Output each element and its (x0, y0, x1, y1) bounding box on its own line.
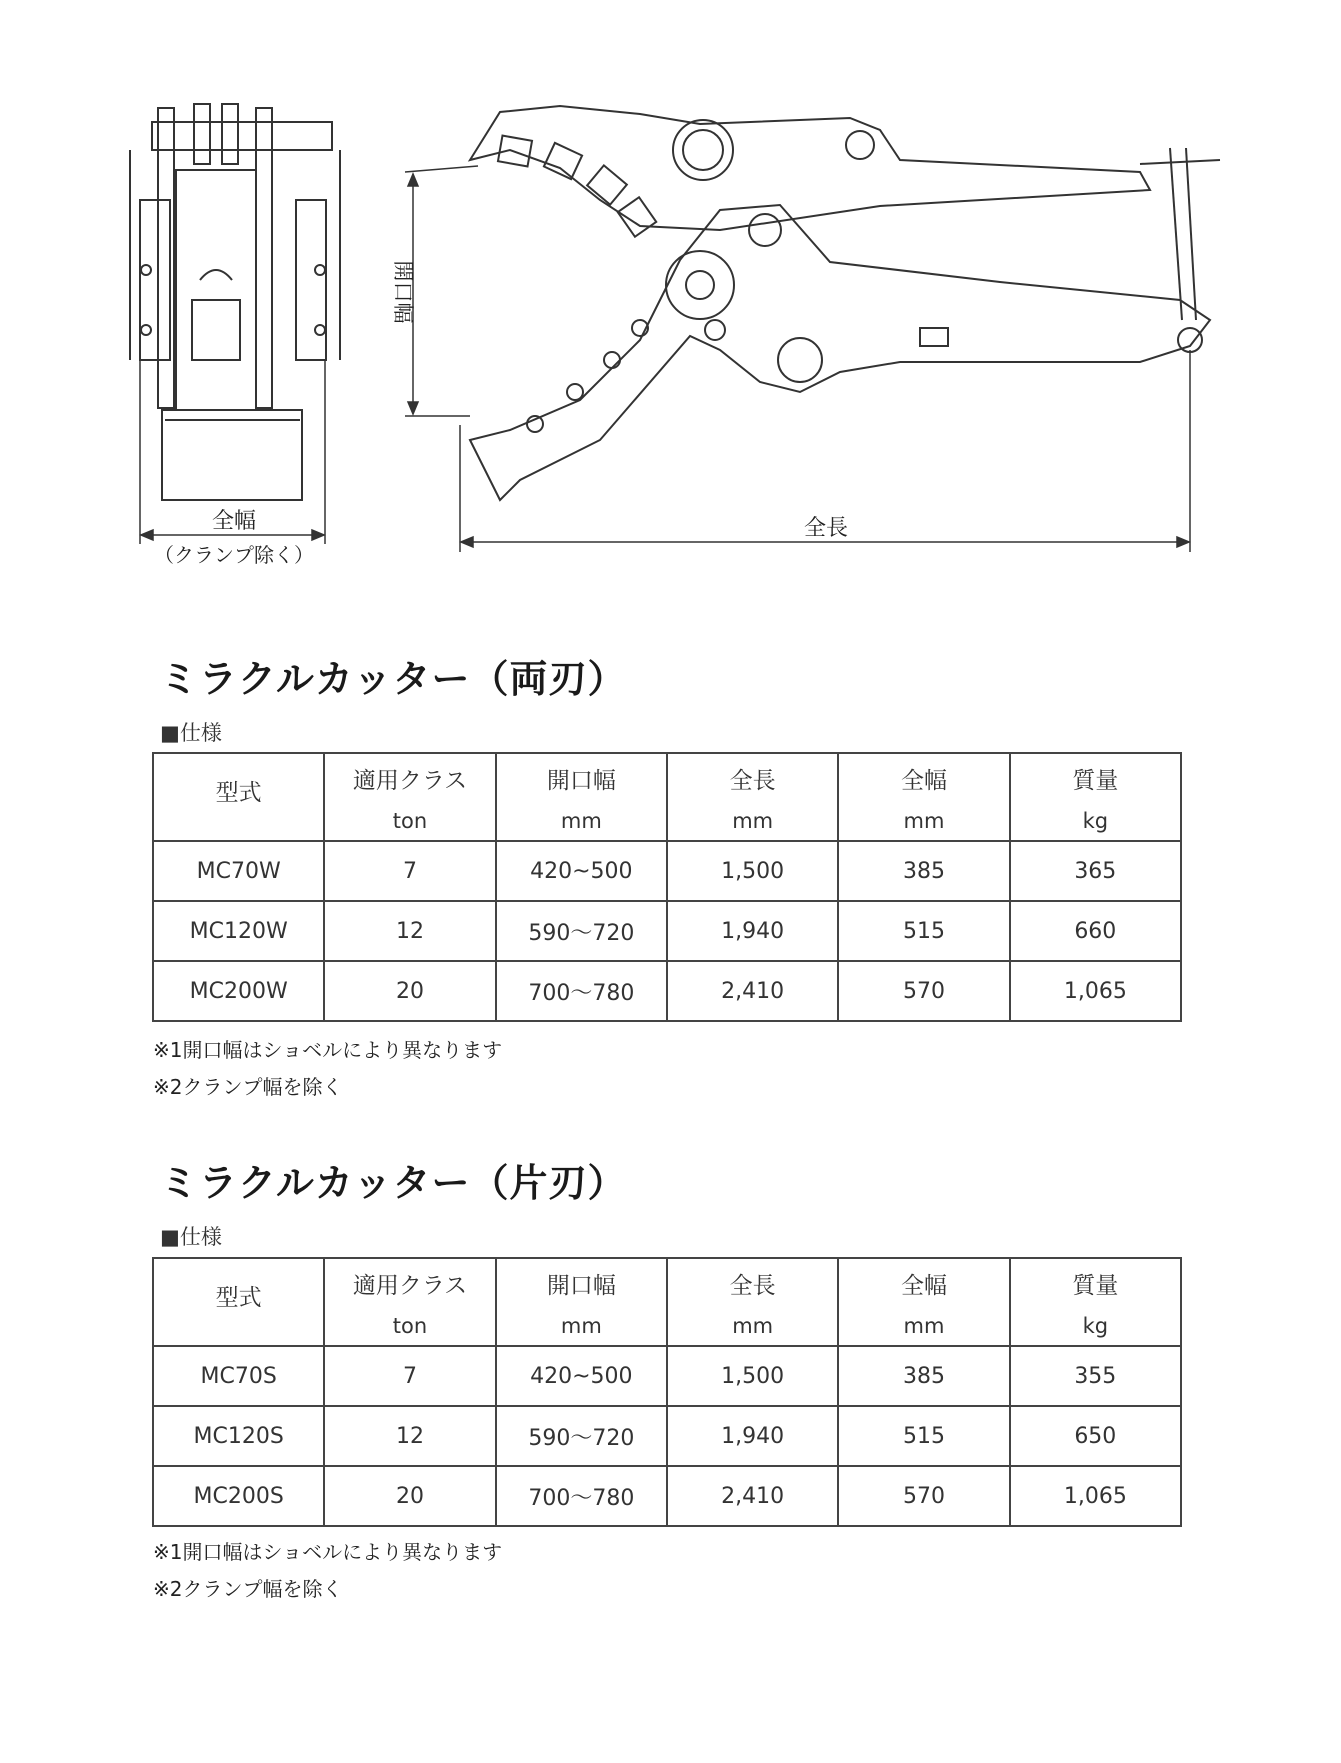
cell-class: 12 (324, 901, 495, 961)
length-label: 全長 (803, 516, 849, 541)
cell-length: 1,500 (667, 841, 838, 901)
table-row (153, 1466, 1181, 1526)
footnote-2: ※2クランプ幅を除く (153, 1577, 343, 1601)
cell-width: 515 (838, 901, 1009, 961)
cell-opening: 700～780 (496, 1466, 667, 1526)
table-header-row (153, 753, 1181, 841)
spec-label: ■仕様 (160, 1225, 222, 1249)
cell-mass: 365 (1010, 841, 1181, 901)
cell-width: 385 (838, 1346, 1009, 1406)
footnote-1: ※1開口幅はショベルにより異なります (153, 1540, 503, 1564)
header-cell: 全長 mm (667, 1258, 838, 1346)
width-sublabel: （クランプ除く） (154, 543, 314, 567)
header-cell: 適用クラス ton (324, 753, 495, 841)
cell-model: MC200W (153, 961, 324, 1021)
header-cell: 開口幅 mm (496, 1258, 667, 1346)
cell-class: 12 (324, 1406, 495, 1466)
section-title-single-blade: ミラクルカッター（片刃） (160, 1161, 627, 1205)
opening-label: 開口幅 (391, 260, 415, 324)
cell-class: 7 (324, 841, 495, 901)
cell-length: 2,410 (667, 961, 838, 1021)
cell-length: 2,410 (667, 1466, 838, 1526)
footnote-2: ※2クランプ幅を除く (153, 1075, 343, 1099)
spec-table-double-blade (152, 752, 1182, 1022)
cell-length: 1,940 (667, 901, 838, 961)
table-row (153, 901, 1181, 961)
table-row (153, 961, 1181, 1021)
cell-width: 570 (838, 961, 1009, 1021)
cell-model: MC120W (153, 901, 324, 961)
cell-mass: 1,065 (1010, 961, 1181, 1021)
cell-opening: 420~500 (496, 841, 667, 901)
cell-width: 515 (838, 1406, 1009, 1466)
front-view (130, 104, 340, 500)
cell-class: 7 (324, 1346, 495, 1406)
cell-mass: 660 (1010, 901, 1181, 961)
technical-drawing (0, 0, 1341, 600)
header-cell: 全幅 mm (838, 753, 1009, 841)
table-row (153, 1406, 1181, 1466)
cell-opening: 590～720 (496, 1406, 667, 1466)
cell-class: 20 (324, 961, 495, 1021)
cell-width: 385 (838, 841, 1009, 901)
cell-opening: 590～720 (496, 901, 667, 961)
table-row (153, 1346, 1181, 1406)
cell-length: 1,940 (667, 1406, 838, 1466)
cell-model: MC200S (153, 1466, 324, 1526)
header-cell: 全幅 mm (838, 1258, 1009, 1346)
header-cell: 型式 (153, 1258, 324, 1346)
cell-class: 20 (324, 1466, 495, 1526)
cell-width: 570 (838, 1466, 1009, 1526)
cell-mass: 355 (1010, 1346, 1181, 1406)
header-cell: 質量 kg (1010, 1258, 1181, 1346)
header-cell: 適用クラス ton (324, 1258, 495, 1346)
spec-label: ■仕様 (160, 721, 222, 745)
side-view (460, 106, 1220, 552)
section-title-double-blade: ミラクルカッター（両刃） (160, 657, 627, 701)
cell-length: 1,500 (667, 1346, 838, 1406)
cell-mass: 1,065 (1010, 1466, 1181, 1526)
cell-opening: 700～780 (496, 961, 667, 1021)
header-cell: 型式 (153, 753, 324, 841)
table-header-row (153, 1258, 1181, 1346)
cell-model: MC70S (153, 1346, 324, 1406)
table-row (153, 841, 1181, 901)
header-cell: 質量 kg (1010, 753, 1181, 841)
header-cell: 全長 mm (667, 753, 838, 841)
cell-opening: 420~500 (496, 1346, 667, 1406)
spec-table-single-blade (152, 1257, 1182, 1527)
cell-mass: 650 (1010, 1406, 1181, 1466)
cell-model: MC120S (153, 1406, 324, 1466)
footnote-1: ※1開口幅はショベルにより異なります (153, 1038, 503, 1062)
width-label: 全幅 (211, 509, 257, 534)
cell-model: MC70W (153, 841, 324, 901)
header-cell: 開口幅 mm (496, 753, 667, 841)
